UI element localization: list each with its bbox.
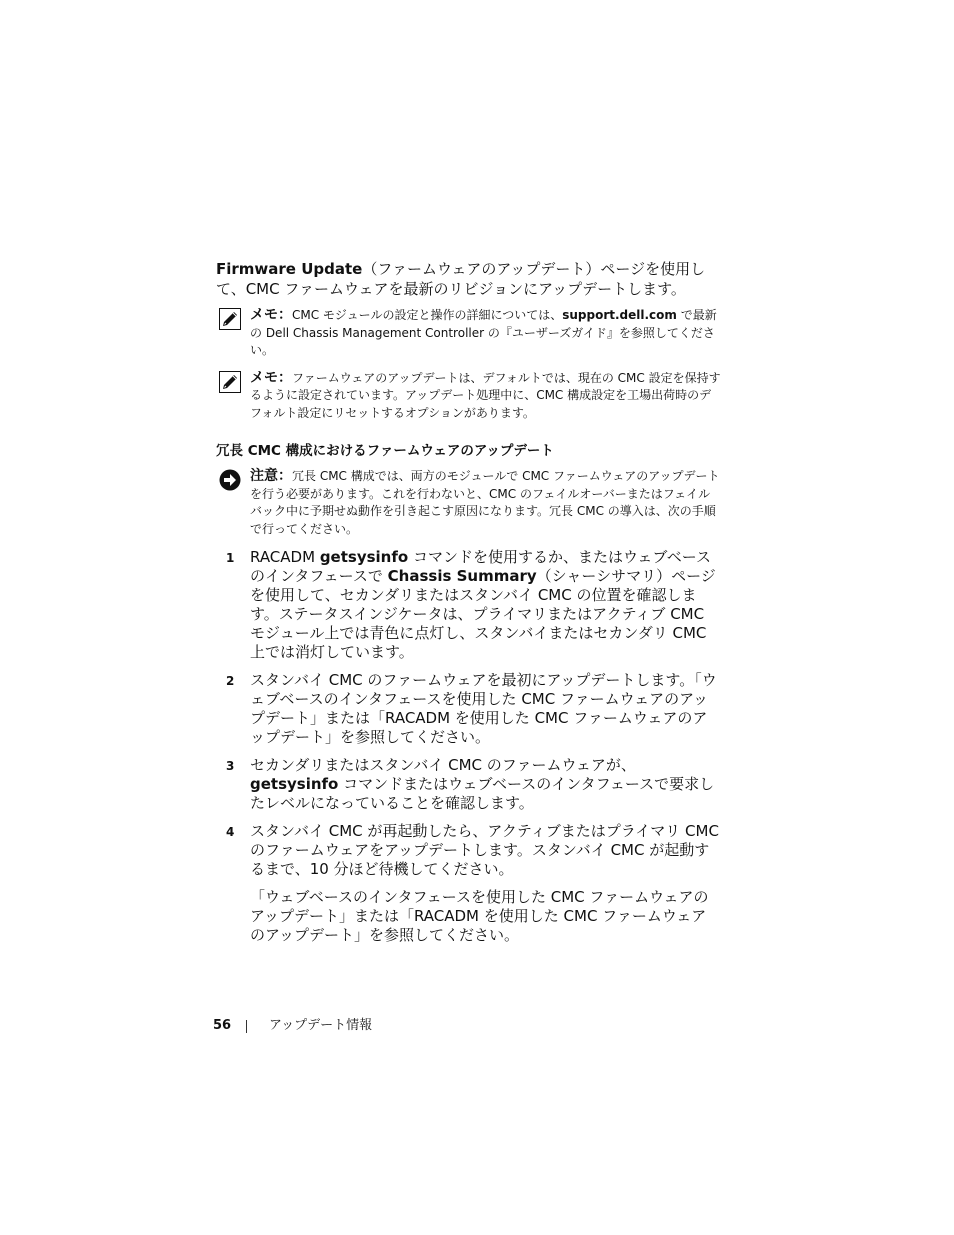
pencil-note-icon <box>219 308 241 330</box>
step-number: 3 <box>226 759 235 773</box>
intro-text: （ファームウェアのアップデート）ページを使用して、CMC ファームウェアを最新のリビジョンにアップデートします。 <box>216 260 706 298</box>
step-number: 2 <box>226 674 235 688</box>
step-subparagraph: 「ウェブベースのインタフェースを使用した CMC ファームウェアのアップデート」または「RACADM を使用した CMC ファームウェアのアップデート」を参照してください。 <box>250 888 709 944</box>
intro-bold-term: Firmware Update <box>216 260 363 278</box>
note-text: ファームウェアのアップデートは、デフォルトでは、現在の CMC 設定を保持するように設定されています。アップデート処理中に、CMC 構成設定を工場出荷時のデフォルト設定にリセットするオプションがあります。 <box>250 370 721 420</box>
step-number: 1 <box>226 551 235 565</box>
list-item <box>216 756 721 813</box>
note-text-after: で最新の Dell Chassis Management Controller の『ユーザーズガイド』を参照してください。 <box>250 308 717 357</box>
note-text: CMC モジュールの設定と操作の詳細については、 <box>292 308 563 322</box>
caution-label: 注意： <box>250 468 292 484</box>
caution-text: 冗長 CMC 構成では、両方のモジュールで CMC ファームウェアのアップデートを行う必要があります。これを行わないと、CMC のフェイルオーバーまたはフェイルバック中に予期せぬ動作を引き起こす原因になります。冗長 CMC の導入は、次の手順で行ってください。 <box>250 469 720 536</box>
command-name: getsysinfo <box>319 548 409 566</box>
command-name: getsysinfo <box>250 775 339 793</box>
step-text: コマンドを使用するか、またはウェブベースのインタフェースで <box>250 548 712 585</box>
procedure-steps <box>216 548 721 945</box>
note-label: メモ： <box>250 369 292 386</box>
step-text: コマンドまたはウェブベースのインタフェースで要求したレベルになっていることを確認します。 <box>250 775 715 812</box>
footer-divider <box>246 1020 247 1033</box>
step-text: スタンバイ CMC が再起動したら、アクティブまたはプライマリ CMC のファームウェアをアップデートします。スタンバイ CMC が起動するまで、10 分ほど待機してください。 <box>250 822 719 878</box>
note-1 <box>216 307 721 360</box>
step-text: セカンダリまたはスタンバイ CMC のファームウェアが、 <box>250 756 636 774</box>
note-2 <box>216 370 721 423</box>
page-footer <box>213 1016 372 1036</box>
step-text: RACADM <box>250 548 320 566</box>
support-url: support.dell.com <box>562 308 677 322</box>
caution-arrow-icon <box>219 469 241 491</box>
caution-note <box>216 468 721 538</box>
step-text: （シャーシサマリ）ページを使用して、セカンダリまたはスタンバイ CMC の位置を確認します。ステータスインジケータは、プライマリまたはアクティブ CMC モジュール上では青色に点灯し、スタンバイまたはセカンダリ CMC 上では消灯しています。 <box>250 567 716 661</box>
note-label: メモ： <box>250 307 292 323</box>
intro-paragraph <box>216 259 721 299</box>
page-number: 56 <box>213 1018 232 1033</box>
section-title: 冗長 CMC 構成におけるファームウェアのアップデート <box>216 443 554 459</box>
step-number: 4 <box>226 825 235 839</box>
page-content <box>216 259 721 954</box>
list-item <box>216 822 721 945</box>
pencil-note-icon <box>219 371 241 393</box>
chapter-title: アップデート情報 <box>269 1018 373 1033</box>
list-item <box>216 548 721 662</box>
page-name: Chassis Summary <box>387 567 537 585</box>
step-text: スタンバイ CMC のファームウェアを最初にアップデートします。「ウェブベースのインタフェースを使用した CMC ファームウェアのアップデート」または「RACADM を使用した CMC ファームウェアのアップデート」を参照してください。 <box>250 671 717 746</box>
list-item <box>216 671 721 747</box>
